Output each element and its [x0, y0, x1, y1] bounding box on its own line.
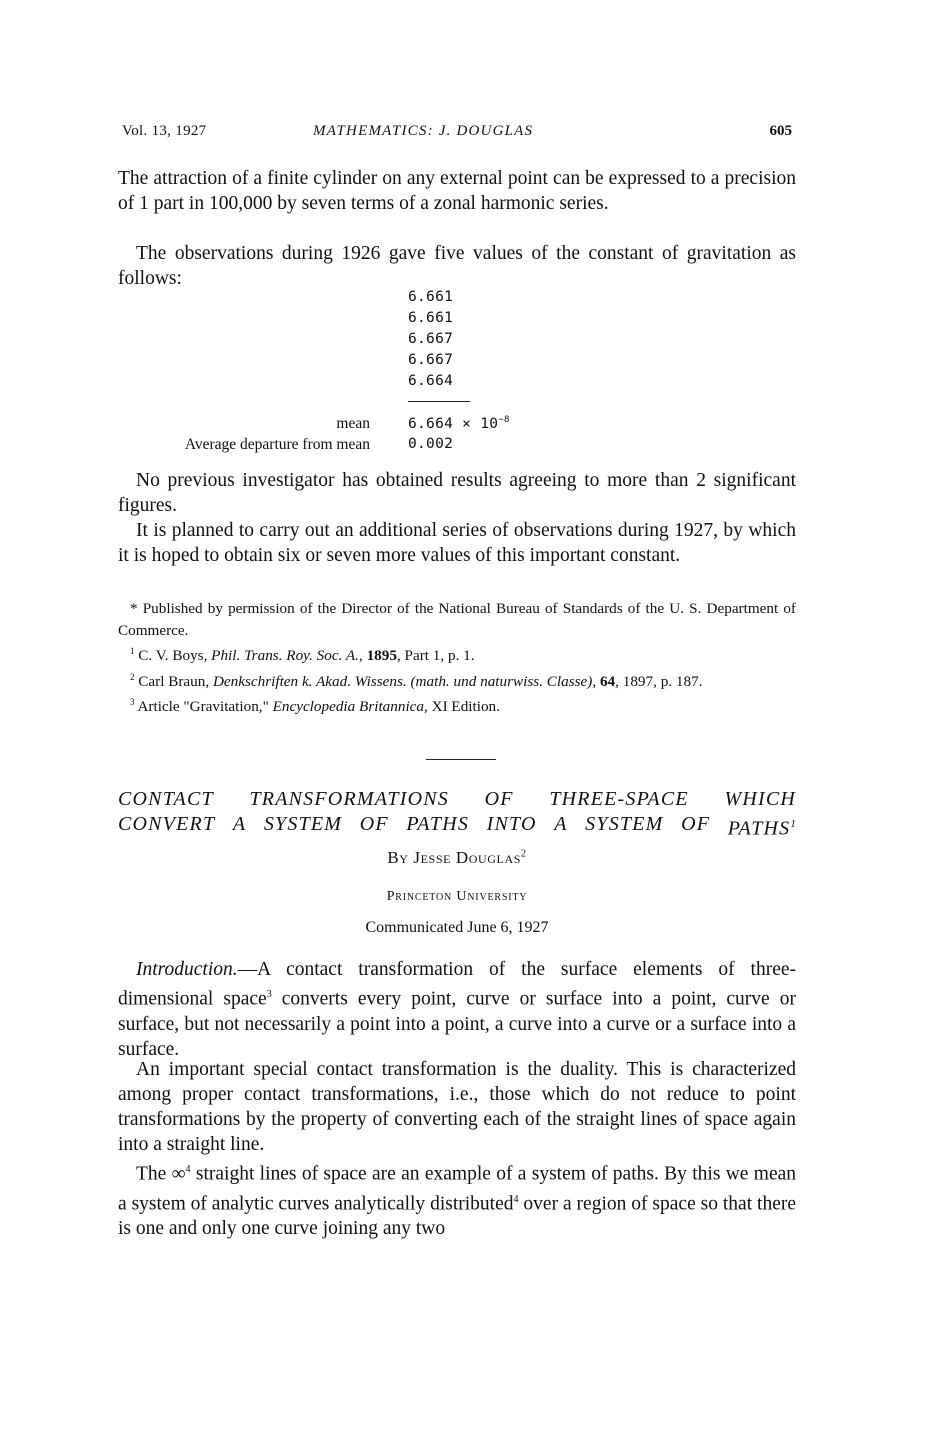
paragraph-cylinder-attraction: The attraction of a finite cylinder on any external point can be expressed to a precision of 1 part in 100,000 by seven terms of a zonal harmonic series. [118, 168, 796, 214]
author-affiliation: Princeton University [386, 889, 528, 904]
footnote-star: * Published by permission of the Director of the National Bureau of Standards of the U. S. Department of Commerce. [118, 600, 796, 639]
observation-value: 6.664 [408, 373, 454, 389]
mean-label: mean [336, 415, 370, 432]
page-number: 605 [769, 123, 792, 139]
paragraph-previous-investigators: No previous investigator has obtained results agreeing to more than 2 significant figures. [118, 470, 796, 516]
title-line-1: CONTACT TRANSFORMATIONS OF THREE-SPACE WHICH [118, 788, 796, 810]
footnote-2: $^2$ Carl Braun, Denkschriften k. Akad. Wissens. (math. und naturwiss. Classe), 64, 1897, p. 187. [130, 671, 703, 690]
observation-value: 6.661 [408, 310, 454, 326]
section-divider [426, 759, 496, 760]
paragraph-introduction: Introduction.—A contact transformation of the surface elements of three-dimensional space$^3$ converts every point, curve or surface into a point, curve or surface, but not necessarily a point into a point, a curve into a curve or a surface into a surface. [118, 959, 796, 1060]
running-header [118, 123, 796, 145]
departure-label: Average departure from mean [184, 436, 370, 453]
footnote-3: $^3$ Article "Gravitation," Encyclopedia Britannica, XI Edition. [130, 697, 500, 716]
observation-value: 6.667 [408, 352, 454, 368]
paragraph-duality: An important special contact transformation is the duality. This is characterized among proper contact transformations, i.e., those which do not reduce to point transformations by the property of converting each of the straight lines of space again into a straight line. [118, 1059, 796, 1155]
observation-value: 6.661 [408, 289, 454, 305]
sum-rule [408, 401, 470, 402]
communicated-date: Communicated June 6, 1927 [365, 919, 549, 936]
mean-value: $6.664 \times 10^{-8}$ [408, 415, 510, 432]
footnote-1: $^1$ C. V. Boys, Phil. Trans. Roy. Soc. A., 1895, Part 1, p. 1. [130, 646, 475, 665]
observation-value: 6.667 [408, 331, 454, 347]
paragraph-observations-intro: The observations during 1926 gave five values of the constant of gravitation as follows: [118, 243, 796, 289]
article-title [118, 787, 796, 842]
running-title: MATHEMATICS: J. DOUGLAS [313, 123, 534, 139]
author-byline: By Jesse Douglas$^2$ [387, 848, 527, 867]
paragraph-system-of-paths: The ∞$^4$ straight lines of space are an example of a system of paths. By this we mean a system of analytic curves analytically distributed$^4$ over a region of space so that there is one and only one curve joining any two [118, 1163, 797, 1239]
departure-value: 0.002 [408, 436, 454, 452]
volume-label: Vol. 13, 1927 [122, 123, 207, 139]
footnotes [118, 598, 796, 718]
title-line-2: CONVERT A SYSTEM OF PATHS INTO A SYSTEM OF PATHS$^1$ [118, 813, 796, 840]
paragraph-planned-series: It is planned to carry out an additional series of observations during 1927, by which it is hoped to obtain six or seven more values of this important constant. [118, 520, 796, 566]
